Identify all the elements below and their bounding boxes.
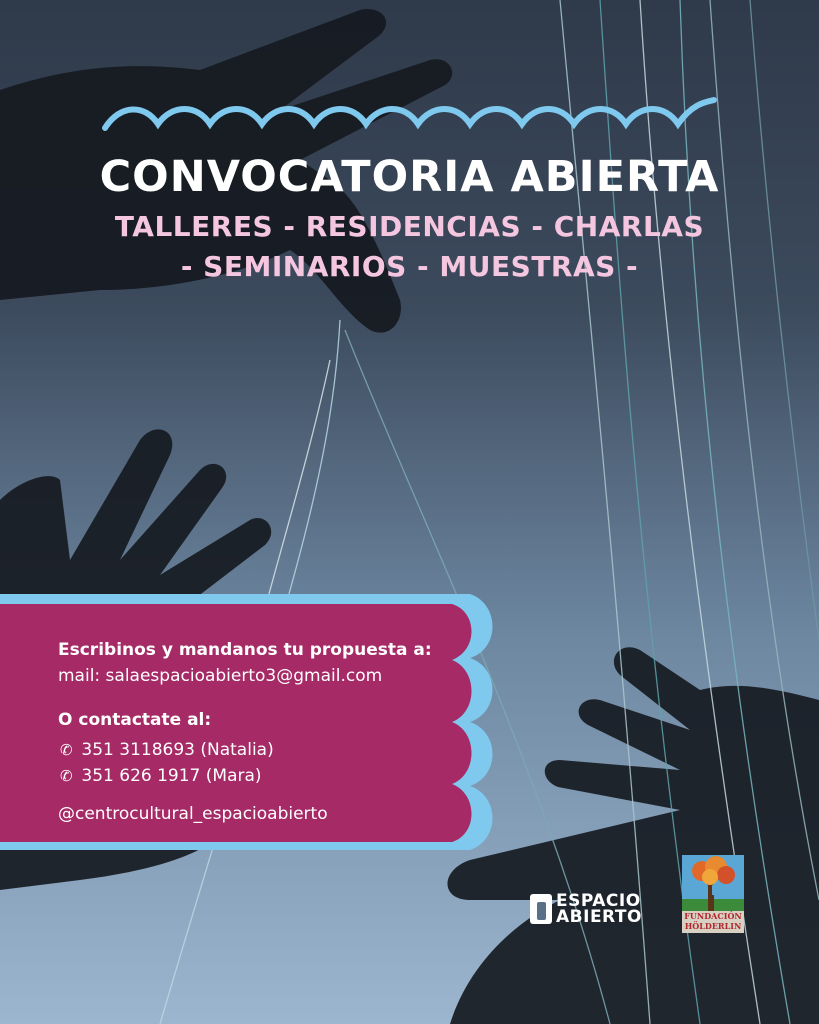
tree-icon [682,855,744,911]
instagram-handle[interactable]: @centrocultural_espacioabierto [58,804,328,824]
fundacion-caption-line1: FUNDACIÓN [684,911,742,921]
phone-icon: ✆ [60,767,73,785]
phone-line-mara[interactable] [60,766,262,786]
phone-number: 351 3118693 (Natalia) [81,740,274,760]
fundacion-holderlin-logo [682,855,744,933]
espacio-abierto-logo-mark-icon [530,894,552,924]
phone-number: 351 626 1917 (Mara) [81,766,262,786]
poster-subtitle-line1: TALLERES - RESIDENCIAS - CHARLAS [114,210,705,243]
fundacion-caption-line2: HÖLDERLIN [684,921,742,931]
contact-panel [0,594,460,852]
contact-heading: Escribinos y mandanos tu propuesta a: [58,640,432,660]
poster-subtitle-line2: - SEMINARIOS - MUESTRAS - [180,250,639,283]
poster-title: CONVOCATORIA ABIERTA [99,152,720,202]
espacio-abierto-logo [530,890,655,930]
phone-icon: ✆ [60,741,73,759]
phone-line-natalia[interactable] [60,740,274,760]
contact-mail[interactable]: mail: salaespacioabierto3@gmail.com [58,666,383,686]
espacio-abierto-logo-line2: ABIERTO [556,907,642,927]
phone-heading: O contactate al: [58,710,212,730]
espacio-abierto-logo-line1: ESPACIO [556,891,641,911]
wave-border-top [100,92,720,140]
fundacion-holderlin-caption [682,911,744,933]
